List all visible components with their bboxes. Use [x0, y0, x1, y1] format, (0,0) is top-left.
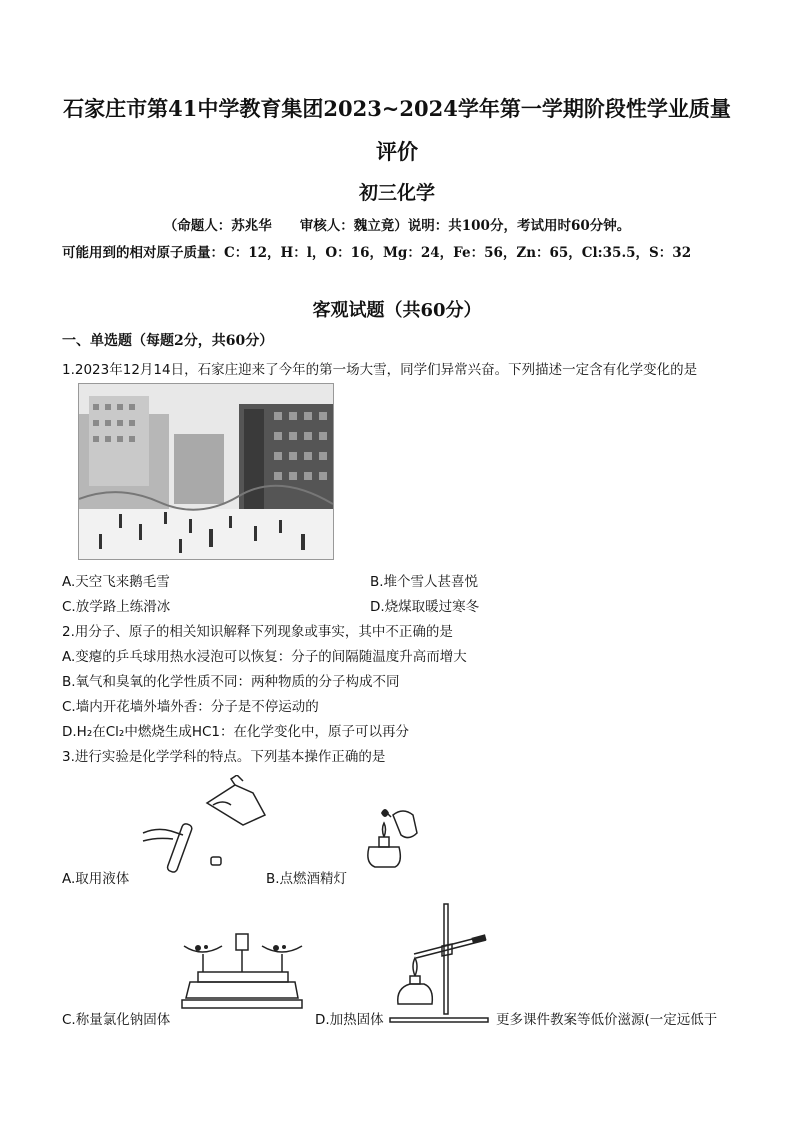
reviewer-text: 审核人：魏立竟）说明：共100分，考试用时60分钟。 [299, 218, 631, 234]
q1-option-c: C.放学路上练滑冰 [62, 599, 171, 615]
q2-option-c: C.墙内开花墙外墙外香：分子是不停运动的 [62, 699, 319, 715]
q2-option-a: A.变瘪的乒乓球用热水浸泡可以恢复：分子的间隔随温度升高而增大 [62, 649, 467, 665]
q1-stem: 1.2023年12月14日，石家庄迎来了今年的第一场大雪，同学们异常兴奋。下列描述一定含有化学变化的是 [62, 362, 698, 378]
exam-subject: 初三化学 [358, 182, 435, 204]
heating-solid-figure [388, 900, 493, 1025]
author-line [0, 214, 794, 234]
exam-title-line1: 石家庄市第41中学教育集团2023~2024学年第一学期阶段性学业质量 [63, 96, 731, 121]
exam-title-line2: 评价 [376, 139, 418, 164]
alcohol-lamp-figure [355, 805, 425, 870]
author-text: （命题人：苏兆华 [163, 218, 272, 234]
q2-option-d: D.H₂在Cl₂中燃烧生成HC1：在化学变化中，原子可以再分 [62, 724, 410, 740]
q3-stem: 3.进行实验是化学学科的特点。下列基本操作正确的是 [62, 749, 386, 765]
q2-stem: 2.用分子、原子的相关知识解释下列现象或事实，其中不正确的是 [62, 624, 453, 640]
pour-liquid-figure [135, 775, 275, 875]
q1-option-d: D.烧煤取暖过寒冬 [370, 599, 480, 615]
footer-note: 更多课件教案等低价滋源(一定远低于 [496, 1012, 718, 1028]
balance-figure [180, 928, 305, 1013]
q1-option-b: B.堆个雪人甚喜悦 [370, 574, 479, 590]
q3-option-d: D.加热固体 [315, 1012, 384, 1028]
q3-option-b: B.点燃酒精灯 [266, 871, 348, 887]
q3-option-a: A.取用液体 [62, 871, 130, 887]
q3-option-c: C.称量氯化钠固体 [62, 1012, 171, 1028]
q1-option-a: A.天空飞来鹅毛雪 [62, 574, 170, 590]
part-heading: 一、单选题（每题2分，共60分） [62, 333, 274, 349]
atomic-masses: 可能用到的相对原子质量：C：12，H：l，O：16，Mg：24，Fe：56，Zn：65，Cl:35.5，S：32 [62, 245, 692, 261]
q2-option-b: B.氧气和臭氧的化学性质不同：两种物质的分子构成不同 [62, 674, 400, 690]
snow-scene-photo [78, 383, 334, 560]
section-title: 客观试题（共60分） [312, 300, 482, 321]
